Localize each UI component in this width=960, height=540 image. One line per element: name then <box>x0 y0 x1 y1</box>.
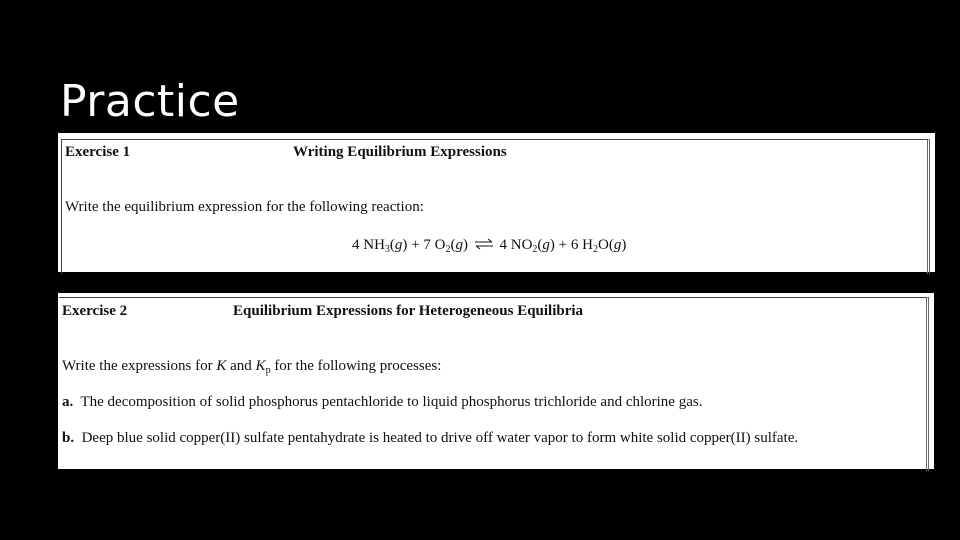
item-text: Deep blue solid copper(II) sulfate pentahydrate is heated to drive off water vapor to form white solid copper(II) sulfate. <box>81 430 799 446</box>
prompt-and: and <box>226 358 256 374</box>
exercise-2-panel <box>58 293 934 469</box>
slide-title: Practice <box>60 76 240 127</box>
exercise-2-prompt <box>62 357 441 375</box>
species: 4 $NH_3(g)$ <box>352 237 408 255</box>
exercise-2-heading: Equilibrium Expressions for Heterogeneous Equilibria <box>233 303 584 319</box>
species: 7 $O_2(g)$ <box>423 237 468 255</box>
plus-sign: + <box>407 237 424 253</box>
exercise-1-heading: Writing Equilibrium Expressions <box>293 144 507 160</box>
k-symbol: K <box>216 358 227 374</box>
reaction-equation <box>352 236 626 254</box>
reaction-reactants <box>352 237 468 253</box>
kp-subscript: p <box>265 365 271 376</box>
exercise-2-item-b <box>62 429 798 447</box>
prompt-text-end: for the following processes: <box>270 358 442 374</box>
item-text: The decomposition of solid phosphorus pentachloride to liquid phosphorus trichloride and chlorine gas. <box>80 394 703 410</box>
item-marker: b. <box>62 430 75 446</box>
prompt-text: Write the expressions for <box>62 358 217 374</box>
plus-sign: + <box>554 237 571 253</box>
species: 6 $H_2O(g)$ <box>570 237 627 255</box>
exercise-1-label: Exercise 1 <box>65 144 131 160</box>
exercise-1-prompt: Write the equilibrium expression for the following reaction: <box>65 199 424 215</box>
exercise-2-item-a <box>62 393 702 411</box>
equilibrium-arrows-icon <box>474 238 494 250</box>
species: 4 $NO_2(g)$ <box>499 237 555 255</box>
kp-symbol: K <box>255 358 266 374</box>
exercise-1-panel <box>58 133 935 272</box>
exercise-2-label: Exercise 2 <box>62 303 128 319</box>
item-marker: a. <box>62 394 74 410</box>
reaction-products <box>499 237 626 253</box>
